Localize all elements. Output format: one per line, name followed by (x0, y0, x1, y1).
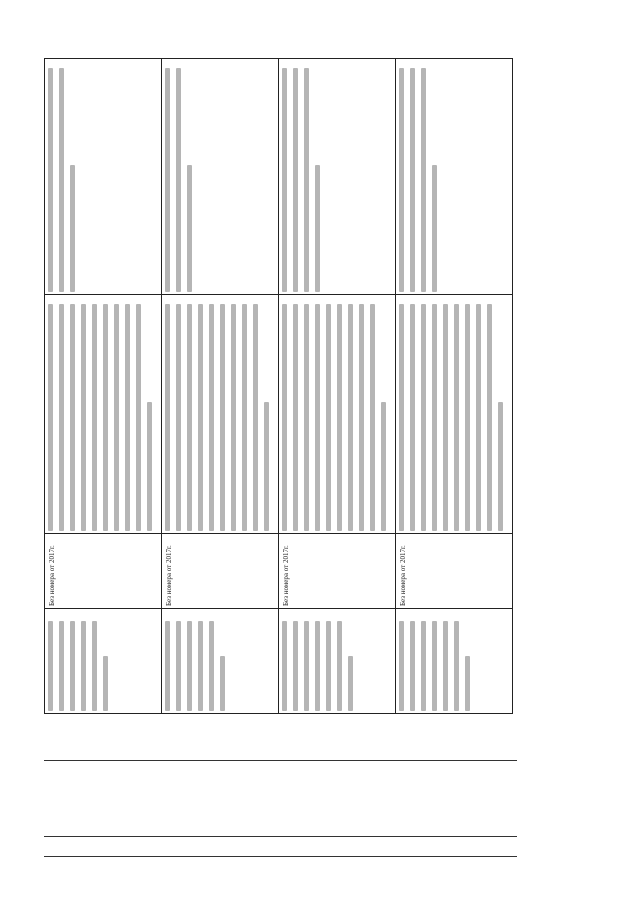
table-cell-date-3 (279, 534, 396, 609)
illegible-text-line (476, 304, 481, 531)
illegible-text-line (370, 304, 375, 531)
illegible-text-line (81, 621, 86, 711)
illegible-text-line (421, 304, 426, 531)
table-cell-object-4 (396, 609, 513, 714)
data-table (44, 58, 513, 714)
date-text: Без номера от 2017г. (282, 545, 290, 606)
illegible-text-line (421, 68, 426, 292)
illegible-text-line (432, 621, 437, 711)
illegible-text-line (454, 621, 459, 711)
illegible-text-line (70, 304, 75, 531)
illegible-text-line (125, 304, 130, 531)
illegible-text-line (399, 304, 404, 531)
illegible-text-line (337, 621, 342, 711)
illegible-text-line (348, 656, 353, 711)
illegible-text-line (304, 68, 309, 292)
illegible-text-line (410, 621, 415, 711)
illegible-text-line (81, 304, 86, 531)
illegible-text-line (103, 304, 108, 531)
illegible-text-line (92, 621, 97, 711)
table-cell-tech-1 (45, 295, 162, 534)
illegible-text-line (381, 402, 386, 531)
illegible-text-line (282, 304, 287, 531)
illegible-text-line (187, 165, 192, 292)
illegible-text-line (304, 304, 309, 531)
table-cell-reserve-2 (162, 59, 279, 295)
illegible-text-line (315, 621, 320, 711)
illegible-text-line (399, 68, 404, 292)
illegible-text-line (136, 304, 141, 531)
illegible-text-line (326, 621, 331, 711)
illegible-text-line (410, 68, 415, 292)
illegible-text-line (70, 165, 75, 292)
illegible-text-line (337, 304, 342, 531)
illegible-text-line (498, 402, 503, 531)
illegible-text-line (48, 621, 53, 711)
illegible-text-line (432, 304, 437, 531)
illegible-text-line (253, 304, 258, 531)
illegible-text-line (59, 304, 64, 531)
illegible-text-line (242, 304, 247, 531)
illegible-text-line (48, 68, 53, 292)
illegible-text-line (443, 304, 448, 531)
illegible-text-line (165, 304, 170, 531)
illegible-text-line (410, 304, 415, 531)
illegible-text-line (465, 656, 470, 711)
illegible-text-line (399, 621, 404, 711)
illegible-text-line (432, 165, 437, 292)
table-cell-tech-3 (279, 295, 396, 534)
illegible-text-line (315, 304, 320, 531)
illegible-text-line (147, 402, 152, 531)
table-cell-tech-4 (396, 295, 513, 534)
illegible-text-line (487, 304, 492, 531)
table-cell-reserve-4 (396, 59, 513, 295)
table-cell-tech-2 (162, 295, 279, 534)
illegible-text-line (48, 304, 53, 531)
date-text: Без номера от 2017г. (48, 545, 56, 606)
illegible-text-line (59, 621, 64, 711)
illegible-text-line (465, 304, 470, 531)
illegible-text-line (282, 68, 287, 292)
separator-line (44, 836, 517, 837)
table-cell-date-2 (162, 534, 279, 609)
illegible-text-line (304, 621, 309, 711)
illegible-text-line (293, 304, 298, 531)
illegible-text-line (92, 304, 97, 531)
illegible-text-line (231, 304, 236, 531)
illegible-text-line (198, 304, 203, 531)
illegible-text-line (187, 304, 192, 531)
illegible-text-line (454, 304, 459, 531)
illegible-text-line (293, 68, 298, 292)
illegible-text-line (176, 68, 181, 292)
illegible-text-line (103, 656, 108, 711)
table-cell-date-1 (45, 534, 162, 609)
illegible-text-line (421, 621, 426, 711)
illegible-text-line (198, 621, 203, 711)
illegible-text-line (264, 402, 269, 531)
separator-line (44, 760, 517, 761)
illegible-text-line (59, 68, 64, 292)
illegible-text-line (326, 304, 331, 531)
table-cell-reserve-1 (45, 59, 162, 295)
illegible-text-line (315, 165, 320, 292)
table-cell-reserve-3 (279, 59, 396, 295)
table-cell-object-2 (162, 609, 279, 714)
table-cell-date-4 (396, 534, 513, 609)
illegible-text-line (209, 621, 214, 711)
illegible-text-line (165, 68, 170, 292)
illegible-text-line (176, 621, 181, 711)
illegible-text-line (443, 621, 448, 711)
illegible-text-line (282, 621, 287, 711)
table-cell-object-1 (45, 609, 162, 714)
illegible-text-line (220, 304, 225, 531)
illegible-text-line (165, 621, 170, 711)
date-text: Без номера от 2017г. (399, 545, 407, 606)
illegible-text-line (359, 304, 364, 531)
illegible-text-line (348, 304, 353, 531)
date-text: Без номера от 2017г. (165, 545, 173, 606)
illegible-text-line (209, 304, 214, 531)
illegible-text-line (176, 304, 181, 531)
illegible-text-line (220, 656, 225, 711)
illegible-text-line (293, 621, 298, 711)
illegible-text-line (70, 621, 75, 711)
illegible-text-line (187, 621, 192, 711)
illegible-text-line (114, 304, 119, 531)
table-cell-object-3 (279, 609, 396, 714)
separator-line (44, 856, 517, 857)
